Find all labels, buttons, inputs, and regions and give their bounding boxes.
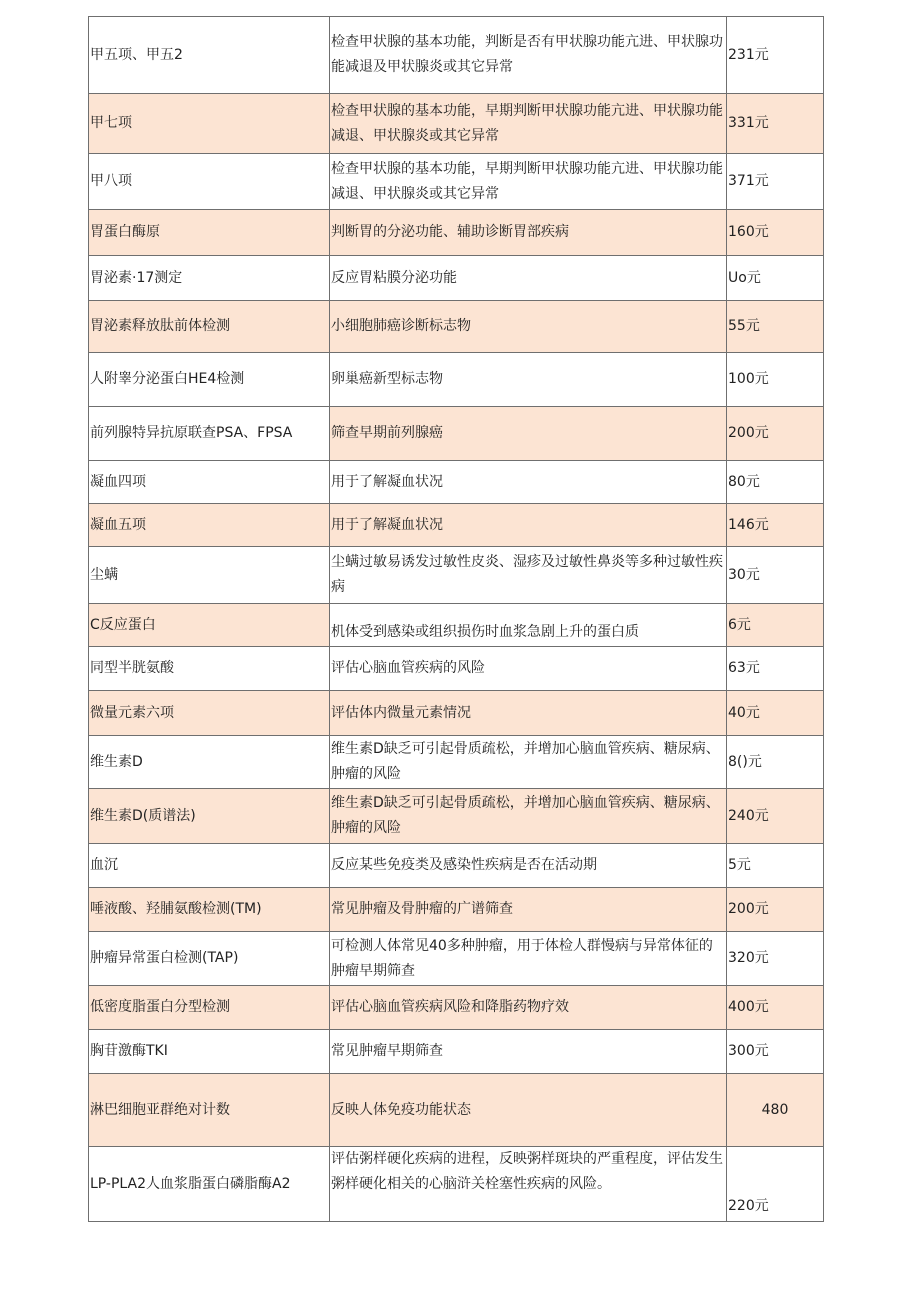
test-name-cell: 胃泌素·17测定 bbox=[89, 256, 330, 301]
test-name-cell: 肿瘤异常蛋白检测(TAP) bbox=[89, 932, 330, 986]
test-price-cell: 63元 bbox=[727, 647, 824, 691]
test-price-cell: 220元 bbox=[727, 1147, 824, 1222]
test-price-cell: 55元 bbox=[727, 301, 824, 353]
test-name-cell: 血沉 bbox=[89, 844, 330, 888]
test-price-cell: 30元 bbox=[727, 547, 824, 604]
table-row bbox=[89, 691, 824, 736]
table-row bbox=[89, 1030, 824, 1074]
test-name-cell: 维生素D(质谱法) bbox=[89, 789, 330, 844]
test-desc-cell: 评估心脑血管疾病的风险 bbox=[330, 647, 727, 691]
table-row bbox=[89, 547, 824, 604]
test-price-cell: 371元 bbox=[727, 154, 824, 210]
table-row bbox=[89, 647, 824, 691]
test-name-cell: 唾液酸、羟脯氨酸检测(TM) bbox=[89, 888, 330, 932]
test-name-cell: C反应蛋白 bbox=[89, 604, 330, 647]
test-name-cell: 淋巴细胞亚群绝对计数 bbox=[89, 1074, 330, 1147]
test-desc-cell: 机体受到感染或组织损伤时血浆急剧上升的蛋白质 bbox=[330, 604, 727, 647]
table-row bbox=[89, 210, 824, 256]
test-name-cell: 低密度脂蛋白分型检测 bbox=[89, 986, 330, 1030]
table-row bbox=[89, 154, 824, 210]
test-name-cell: 胸苷激酶TKI bbox=[89, 1030, 330, 1074]
test-desc-cell: 筛查早期前列腺癌 bbox=[330, 407, 727, 461]
test-price-cell: 6元 bbox=[727, 604, 824, 647]
test-name-cell: 尘螨 bbox=[89, 547, 330, 604]
test-desc-cell: 评估体内微量元素情况 bbox=[330, 691, 727, 736]
test-price-cell: 331元 bbox=[727, 94, 824, 154]
test-name-cell: 维生素D bbox=[89, 736, 330, 789]
test-desc-cell: 小细胞肺癌诊断标志物 bbox=[330, 301, 727, 353]
test-name-cell: 胃蛋白酶原 bbox=[89, 210, 330, 256]
test-desc-cell: 检查甲状腺的基本功能，早期判断甲状腺功能亢进、甲状腺功能减退、甲状腺炎或其它异常 bbox=[330, 94, 727, 154]
test-name-cell: 前列腺特异抗原联查PSA、FPSA bbox=[89, 407, 330, 461]
table-row bbox=[89, 1147, 824, 1222]
test-desc-cell: 尘螨过敏易诱发过敏性皮炎、湿疹及过敏性鼻炎等多种过敏性疾病 bbox=[330, 547, 727, 604]
test-price-cell: 231元 bbox=[727, 17, 824, 94]
table-row bbox=[89, 789, 824, 844]
test-desc-cell: 反映人体免疫功能状态 bbox=[330, 1074, 727, 1147]
test-name-cell: 甲五项、甲五2 bbox=[89, 17, 330, 94]
table-row bbox=[89, 736, 824, 789]
test-name-cell: 同型半胱氨酸 bbox=[89, 647, 330, 691]
test-price-cell: 160元 bbox=[727, 210, 824, 256]
table-row bbox=[89, 353, 824, 407]
table-row bbox=[89, 301, 824, 353]
test-price-cell: 200元 bbox=[727, 407, 824, 461]
test-price-cell: 480 bbox=[727, 1074, 824, 1147]
test-desc-cell: 反应某些免疫类及感染性疾病是否在活动期 bbox=[330, 844, 727, 888]
test-desc-cell: 评估心脑血管疾病风险和降脂药物疗效 bbox=[330, 986, 727, 1030]
test-desc-cell: 维生素D缺乏可引起骨质疏松，并增加心脑血管疾病、糖尿病、肿瘤的风险 bbox=[330, 736, 727, 789]
test-name-cell: LP-PLA2人血浆脂蛋白磷脂酶A2 bbox=[89, 1147, 330, 1222]
table-row bbox=[89, 504, 824, 547]
test-desc-cell: 可检测人体常见40多种肿瘤，用于体检人群慢病与异常体征的肿瘤早期筛查 bbox=[330, 932, 727, 986]
test-price-cell: 146元 bbox=[727, 504, 824, 547]
table-row bbox=[89, 888, 824, 932]
table-row bbox=[89, 604, 824, 647]
test-price-cell: Uo元 bbox=[727, 256, 824, 301]
table-row bbox=[89, 844, 824, 888]
table-row bbox=[89, 407, 824, 461]
table-row bbox=[89, 1074, 824, 1147]
test-price-cell: 40元 bbox=[727, 691, 824, 736]
test-desc-cell: 维生素D缺乏可引起骨质疏松，并增加心脑血管疾病、糖尿病、肿瘤的风险 bbox=[330, 789, 727, 844]
test-name-cell: 胃泌素释放肽前体检测 bbox=[89, 301, 330, 353]
test-desc-cell: 检查甲状腺的基本功能，早期判断甲状腺功能亢进、甲状腺功能减退、甲状腺炎或其它异常 bbox=[330, 154, 727, 210]
test-desc-cell: 常见肿瘤早期筛查 bbox=[330, 1030, 727, 1074]
test-name-cell: 甲七项 bbox=[89, 94, 330, 154]
test-price-cell: 300元 bbox=[727, 1030, 824, 1074]
test-price-table bbox=[88, 16, 824, 1222]
table-row bbox=[89, 461, 824, 504]
table-row bbox=[89, 94, 824, 154]
price-table-sheet bbox=[88, 16, 823, 1222]
test-price-cell: 5元 bbox=[727, 844, 824, 888]
test-name-cell: 微量元素六项 bbox=[89, 691, 330, 736]
test-desc-cell: 检查甲状腺的基本功能，判断是否有甲状腺功能亢进、甲状腺功能减退及甲状腺炎或其它异常 bbox=[330, 17, 727, 94]
table-row bbox=[89, 932, 824, 986]
test-desc-cell: 判断胃的分泌功能、辅助诊断胃部疾病 bbox=[330, 210, 727, 256]
table-row bbox=[89, 17, 824, 94]
test-desc-cell: 反应胃粘膜分泌功能 bbox=[330, 256, 727, 301]
test-price-cell: 200元 bbox=[727, 888, 824, 932]
table-row bbox=[89, 986, 824, 1030]
table-row bbox=[89, 256, 824, 301]
test-price-cell: 400元 bbox=[727, 986, 824, 1030]
test-price-cell: 320元 bbox=[727, 932, 824, 986]
test-desc-cell: 用于了解凝血状况 bbox=[330, 504, 727, 547]
test-name-cell: 甲八项 bbox=[89, 154, 330, 210]
test-desc-cell: 用于了解凝血状况 bbox=[330, 461, 727, 504]
test-desc-cell: 评估粥样硬化疾病的进程，反映粥样斑块的严重程度，评估发生粥样硬化相关的心脑浒关栓塞性疾病的风险。 bbox=[330, 1147, 727, 1222]
test-name-cell: 凝血五项 bbox=[89, 504, 330, 547]
test-price-cell: 8()元 bbox=[727, 736, 824, 789]
test-name-cell: 人附睾分泌蛋白HE4检测 bbox=[89, 353, 330, 407]
test-price-cell: 80元 bbox=[727, 461, 824, 504]
test-price-cell: 240元 bbox=[727, 789, 824, 844]
test-price-cell: 100元 bbox=[727, 353, 824, 407]
test-desc-cell: 卵巢癌新型标志物 bbox=[330, 353, 727, 407]
test-desc-cell: 常见肿瘤及骨肿瘤的广谱筛查 bbox=[330, 888, 727, 932]
test-name-cell: 凝血四项 bbox=[89, 461, 330, 504]
